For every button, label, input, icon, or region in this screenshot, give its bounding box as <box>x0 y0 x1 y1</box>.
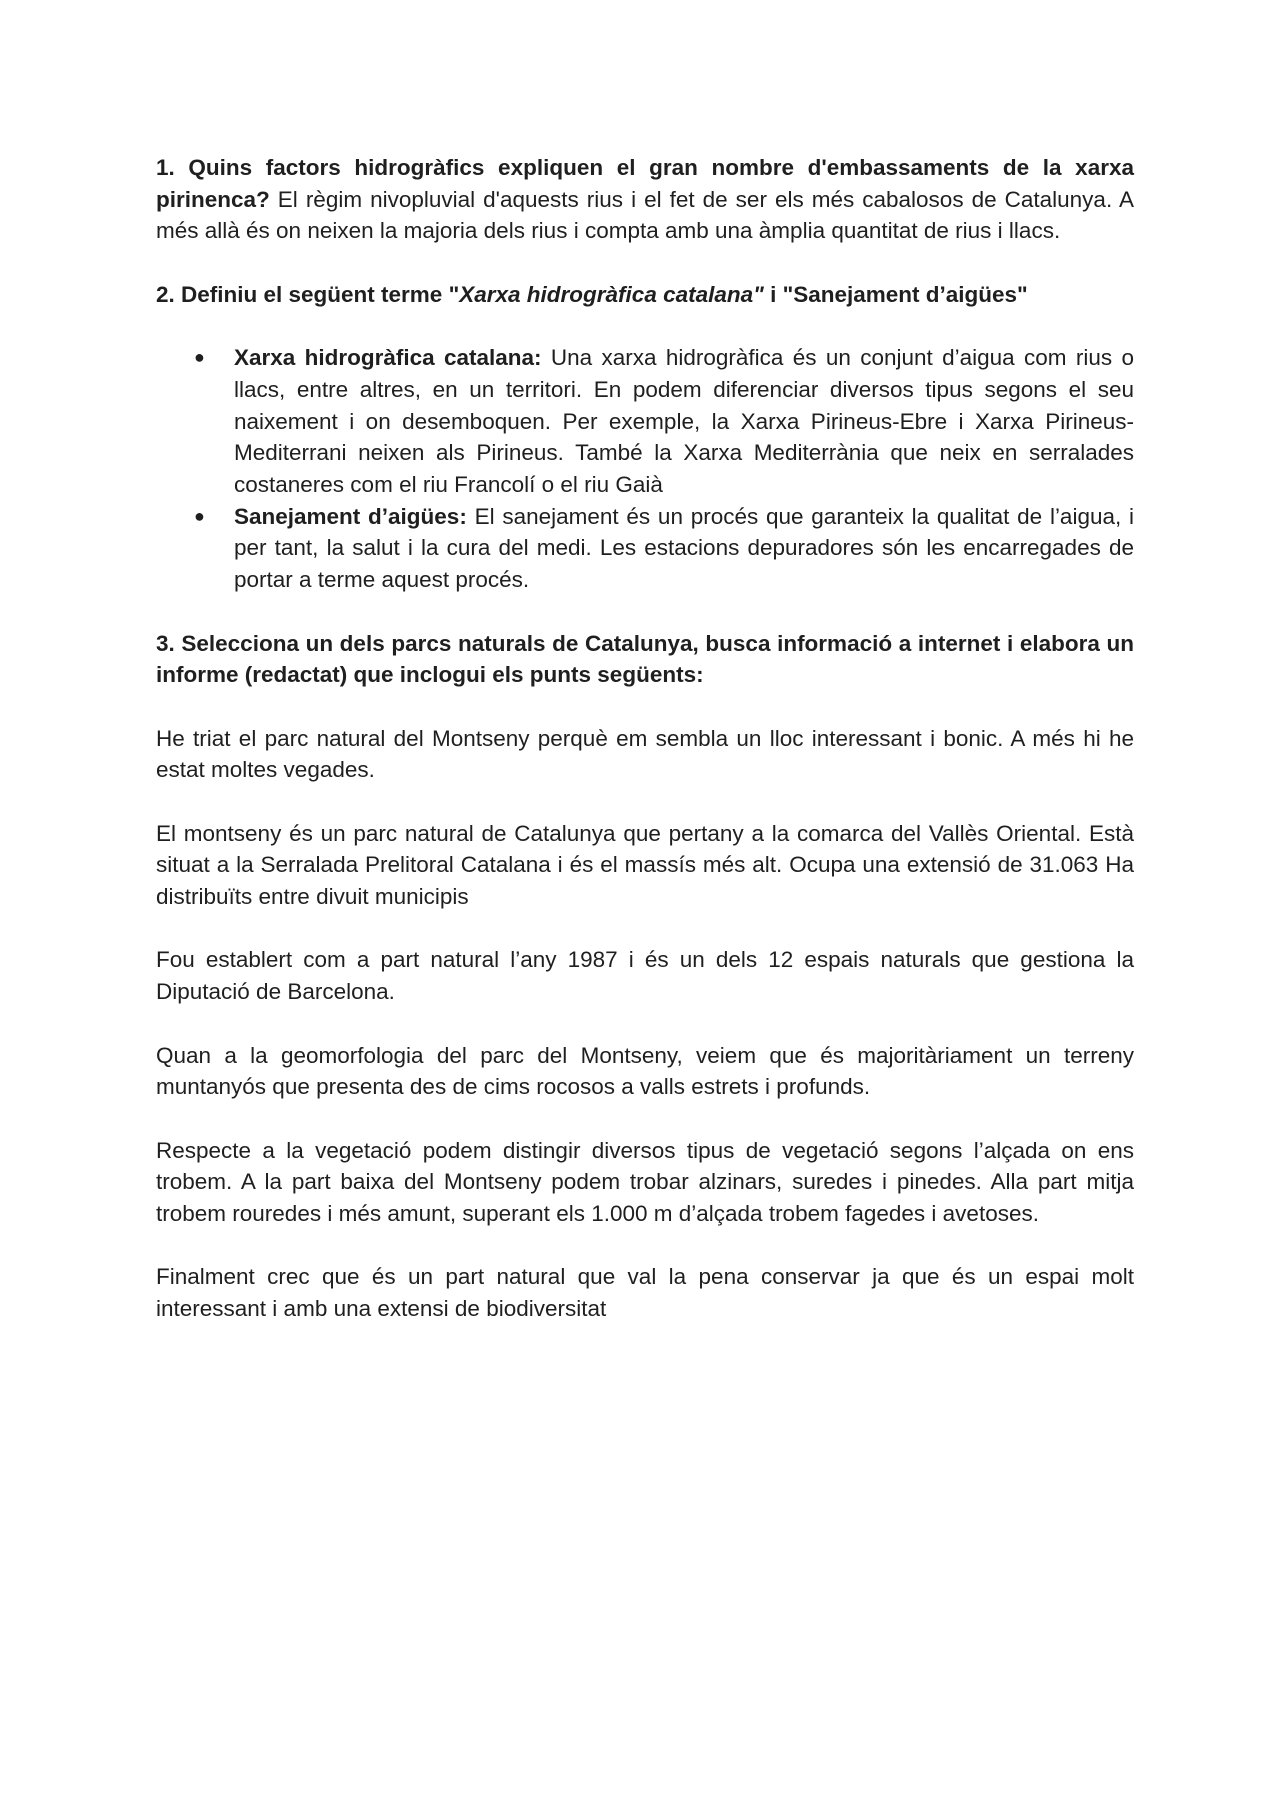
definitions-list <box>156 342 1134 596</box>
report-paragraph: He triat el parc natural del Montseny perquè em sembla un lloc interessant i bonic. A més hi he estat moltes vegades. <box>156 725 1134 783</box>
report-paragraph: Fou establert com a part natural l’any 1987 i és un dels 12 espais naturals que gestiona la Diputació de Barcelona. <box>156 947 1134 1005</box>
list-item <box>156 342 1134 501</box>
question-2-italic-term: Xarxa hidrogràfica catalana" <box>459 281 764 307</box>
question-1-paragraph <box>156 152 1134 247</box>
report-paragraph: Respecte a la vegetació podem distingir diversos tipus de vegetació segons l’alçada on ens trobem. A la part baixa del Montseny podem trobar alzinars, suredes i pinedes. Alla part mitja trobem rouredes i més amunt, superant els 1.000 m d’alçada trobem fagedes i avetoses. <box>156 1137 1134 1227</box>
list-item <box>156 501 1134 596</box>
question-2-title <box>156 279 1134 311</box>
report-paragraph: Quan a la geomorfologia del parc del Montseny, veiem que és majoritàriament un terreny muntanyós que presenta des de cims rocosos a valls estrets i profunds. <box>156 1042 1134 1100</box>
definition-term: Sanejament d’aigües: <box>234 503 467 529</box>
answer-1-text: El règim nivopluvial d'aquests rius i el fet de ser els més cabalosos de Catalunya. A més allà és on neixen la majoria dels rius i compta amb una àmplia quantitat de rius i llacs. <box>156 186 1134 244</box>
bullet-icon: ● <box>194 347 205 368</box>
definition-text: El sanejament és un procés que garanteix la qualitat de l’aigua, i per tant, la salut i la cura del medi. Les estacions depuradores són les encarregades de portar a terme aquest procés. <box>234 503 1134 593</box>
question-2-prefix: 2. Definiu el següent terme " <box>156 281 460 307</box>
question-3-text: 3. Selecciona un dels parcs naturals de Catalunya, busca informació a internet i elabora un informe (redactat) que inclogui els punts següents: <box>156 630 1134 688</box>
report-paragraph: Finalment crec que és un part natural que val la pena conservar ja que és un espai molt interessant i amb una extensi de biodiversitat <box>156 1264 1134 1322</box>
question-2-suffix: i "Sanejament d’aigües" <box>763 281 1028 307</box>
document-body <box>156 152 1134 1325</box>
report-paragraph: El montseny és un parc natural de Catalunya que pertany a la comarca del Vallès Oriental. Està situat a la Serralada Prelitoral Catalana i és el massís més alt. Ocupa una extensió de 31.063 Ha distribuïts entre divuit municipis <box>156 820 1134 910</box>
question-1-text: 1. Quins factors hidrogràfics expliquen el gran nombre d'embassaments de la xarxa pirinenca? <box>156 155 1134 212</box>
bullet-icon: ● <box>194 505 205 526</box>
definition-text: Una xarxa hidrogràfica és un conjunt d’aigua com rius o llacs, entre altres, en un territori. En podem diferenciar diversos tipus segons el seu naixement i on desemboquen. Per exemple, la Xarxa Pirineus-Ebre i Xarxa Pirineus-Mediterrani neixen als Pirineus. També la Xarxa Mediterrània que neix en serralades costaneres com el riu Francolí o el riu Gaià <box>234 345 1134 497</box>
definition-term: Xarxa hidrogràfica catalana: <box>234 345 542 371</box>
